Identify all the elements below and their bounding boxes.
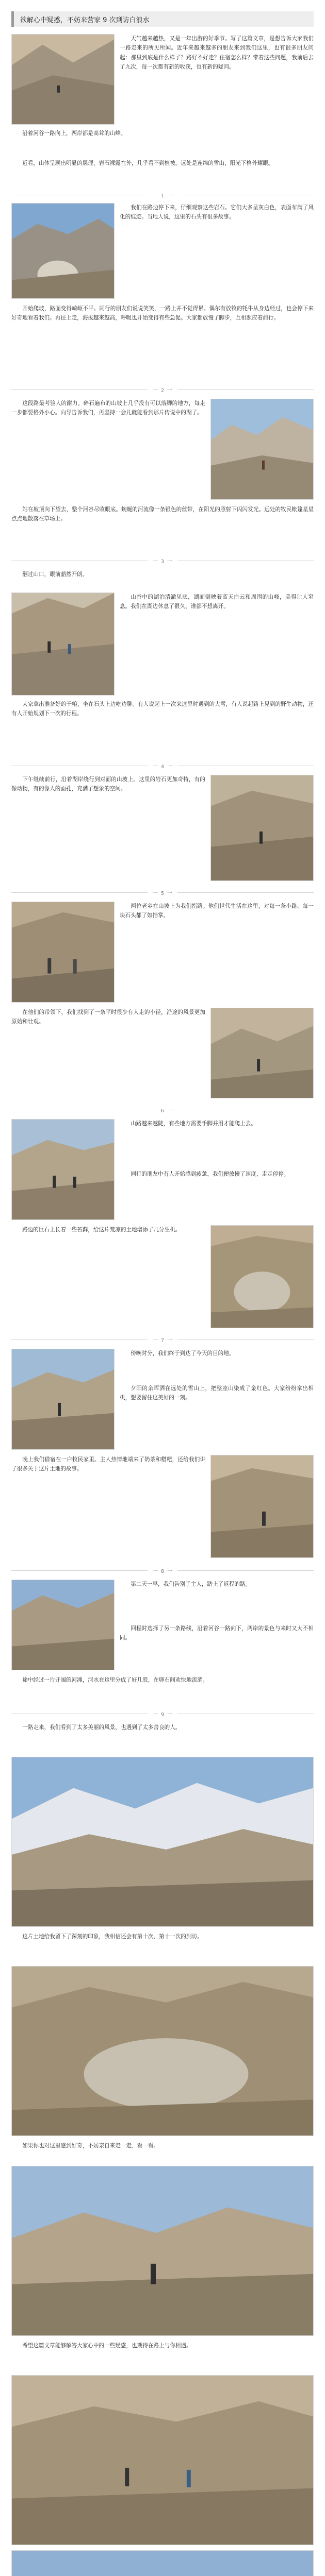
- paragraph: 夕阳的余晖洒在远处的雪山上，把整座山染成了金红色。大家纷纷拿出相机，想要留住这美好的一刻。: [120, 1385, 314, 1401]
- paragraph: 两位老乡在山坡上为我们指路。他们世代生活在这里，对每一条小路、每一块石头都了如指掌。: [120, 903, 314, 919]
- paragraph: 沿着河谷一路向上，两岸都是高耸的山峰。: [22, 130, 126, 137]
- photo-07: [210, 1008, 314, 1098]
- paragraph: 回程时选择了另一条路线，沿着河谷一路向下，两岸的景色与来时又大不相同。: [120, 1625, 314, 1641]
- photo-01: [11, 34, 115, 125]
- paragraph: 天气越来越热，又是一年出游的好季节。写了这篇文章，是想告诉大家我们一路走来的所见所闻。近年来越来越多的朋友来到我们这里，也有很多朋友问起：那里到底是什么样子？路好不好走？住宿怎么样？带着这些问题，我前后去了九次，每一次都有新的收获，也有新的疑问。: [120, 36, 314, 71]
- section-separator: 一 7 一: [11, 1335, 314, 1344]
- section-separator: 一 5 一: [11, 888, 314, 896]
- photo-17: [11, 2550, 314, 2576]
- section-separator: 一 4 一: [11, 761, 314, 770]
- paragraph: 在他们的带领下，我们找到了一条平时很少有人走的小径，沿途的风景更加原始和壮观。: [11, 1009, 205, 1025]
- paragraph: 近看，山体呈现出明显的层理，岩石裸露在外，几乎看不到植被。远处是连绵的雪山，阳光下格外耀眼。: [22, 160, 274, 166]
- section-separator: 一 1 一: [11, 191, 314, 199]
- paragraph: 晚上我们借宿在一户牧民家里。主人热情地端来了奶茶和糌粑，还给我们讲了很多关于这片土地的故事。: [11, 1456, 205, 1472]
- paragraph: 一路走来，我们看到了太多美丽的风景，也遇到了太多善良的人。: [22, 1724, 181, 1731]
- paragraph: 大家拿出准备好的干粮，坐在石头上边吃边聊。有人说起上一次来这里时遇到的大雪，有人说起路上见到的野生动物，还有人开始规划下一次的行程。: [11, 701, 314, 717]
- paragraph: 开始爬坡，路面变得崎岖不平。同行的朋友们说说笑笑，一路上并不觉得累。偶尔有放牧的牦牛从身边经过，也会停下来好奇地看着我们。再往上走，海拔越来越高，呼吸也开始变得有些急促。大家都放慢了脚步，互相照应着前行。: [11, 306, 314, 321]
- paragraph: 站在坡顶向下望去，整个河谷尽收眼底。蜿蜒的河流像一条银色的丝带，在阳光的照射下闪闪发光。远处的牧民帐篷星星点点地散落在草场上。: [11, 506, 314, 522]
- section-separator: 一 2 一: [11, 385, 314, 394]
- paragraph: 这片土地给我留下了深刻的印象，我相信还会有第十次、第十一次的到访。: [22, 1934, 203, 1940]
- photo-16: [11, 2375, 314, 2545]
- paragraph: 我们在路边停下来，仔细观察这些岩石。它们大多呈灰白色，表面布满了风化的痕迹。当地人说，这里的石头有很多故事。: [120, 205, 314, 221]
- paragraph: 山路越来越陡，有些地方需要手脚并用才能爬上去。: [131, 1121, 256, 1127]
- section-separator: 一 9 一: [11, 1709, 314, 1718]
- photo-13: [11, 1757, 314, 1927]
- article-title-text: 欲解心中疑惑，不妨来营家 9 次到访白浪水: [20, 16, 150, 24]
- section-separator: 一 6 一: [11, 1106, 314, 1114]
- photo-05: [210, 775, 314, 881]
- photo-12: [11, 1580, 115, 1670]
- photo-02: [11, 203, 115, 299]
- photo-11: [210, 1455, 314, 1558]
- photo-10: [11, 1349, 115, 1450]
- paragraph: 途中经过一片开阔的河滩，河水在这里分成了好几股，在卵石间欢快地流淌。: [22, 1677, 208, 1683]
- paragraph: 下午继续前行，沿着湖岸绕行到对面的山坡上。这里的岩石更加奇特，有的像动物，有的像人的面孔，充满了想象的空间。: [11, 776, 205, 792]
- photo-09: [210, 1225, 314, 1328]
- paragraph: 路边的巨石上长着一些苔藓，给这片荒凉的土地增添了几分生机。: [22, 1227, 181, 1233]
- article-title: [11, 11, 314, 27]
- photo-08: [11, 1119, 115, 1220]
- paragraph: 如果你也对这里感到好奇，不妨亲自来走一走、看一看。: [22, 2143, 159, 2149]
- photo-15: [11, 2166, 314, 2336]
- paragraph: 这段路最考验人的耐力。碎石遍布的山坡上几乎没有可以落脚的地方，每走一步都要格外小心。向导告诉我们，再坚持一会儿就能看到那片传说中的湖了。: [11, 400, 205, 416]
- paragraph: 第二天一早，我们告别了主人，踏上了返程的路。: [131, 1581, 251, 1587]
- section-separator: 一 8 一: [11, 1566, 314, 1574]
- photo-14: [11, 1966, 314, 2136]
- photo-06: [11, 902, 115, 1003]
- paragraph: 同行的朋友中有人开始感到疲惫，我们便放慢了速度，走走停停。: [131, 1171, 289, 1177]
- paragraph: 山谷中的湖泊清澈见底，湖面倒映着蓝天白云和周围的山峰，美得让人窒息。我们在湖边休息了很久，谁都不想离开。: [120, 594, 314, 610]
- paragraph: 傍晚时分，我们终于到达了今天的目的地。: [131, 1350, 235, 1357]
- photo-04: [11, 592, 115, 696]
- paragraph: 翻过山口，眼前豁然开朗。: [22, 571, 88, 578]
- photo-03: [210, 399, 314, 500]
- paragraph: 希望这篇文章能够解答大家心中的一些疑惑，也期待在路上与你相遇。: [22, 2343, 192, 2349]
- section-separator: 一 3 一: [11, 556, 314, 565]
